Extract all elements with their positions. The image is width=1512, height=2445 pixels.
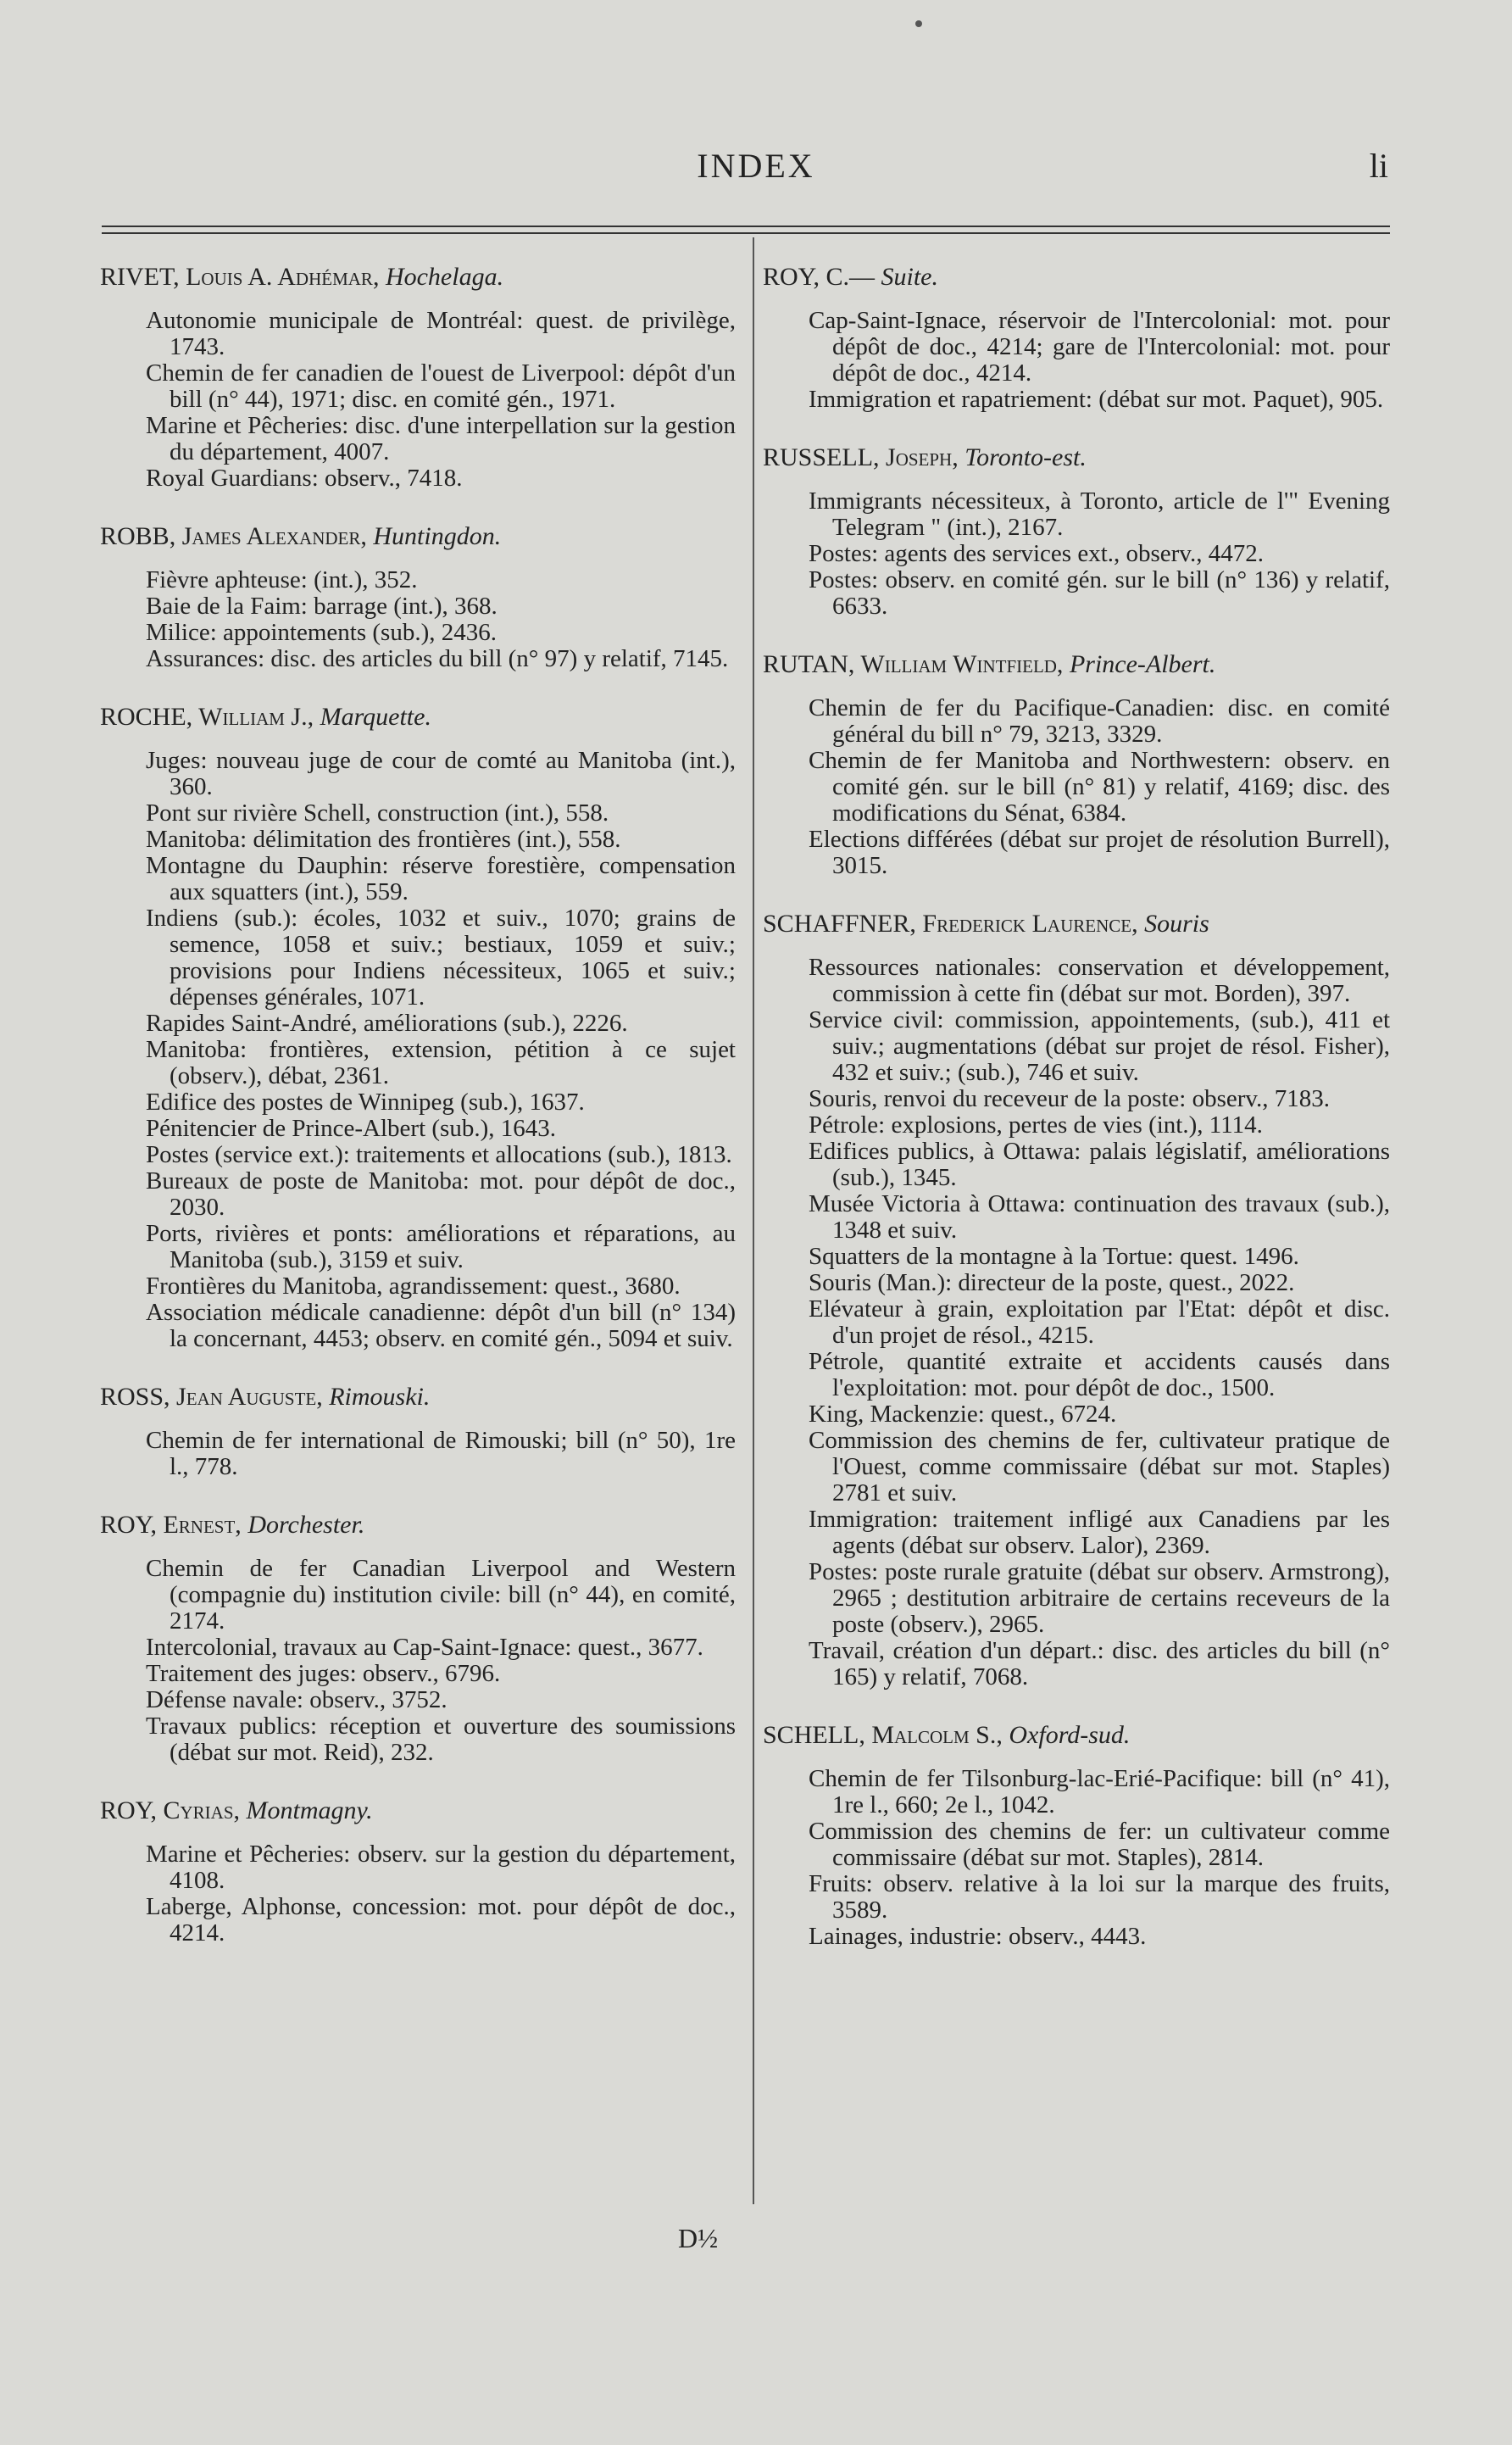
index-entry — [763, 263, 1390, 413]
index-item: Postes: poste rurale gratuite (débat sur observ. Armstrong), 2965 ; destitution arbitraire de certains receveurs de la poste (observ.), 2965. — [809, 1558, 1390, 1638]
member-district: Huntingdon. — [373, 522, 502, 550]
index-entry — [100, 703, 736, 1352]
index-entry — [763, 910, 1390, 1690]
index-item: Intercolonial, travaux au Cap-Saint-Ignace: quest., 3677. — [146, 1634, 703, 1661]
index-item: Commission des chemins de fer: un cultivateur comme commissaire (débat sur mot. Staples), 2814. — [809, 1818, 1390, 1871]
header-rule — [102, 226, 1390, 227]
index-item: Défense navale: observ., 3752. — [146, 1686, 447, 1713]
member-district: Hochelaga. — [385, 263, 504, 291]
index-item: Ressources nationales: conservation et développement, commission à cette fin (débat sur mot. Borden), 397. — [809, 954, 1390, 1007]
index-item: Traitement des juges: observ., 6796. — [146, 1660, 501, 1687]
member-heading — [100, 522, 736, 550]
print-mark — [915, 20, 922, 27]
member-name: RUSSELL, Joseph, — [763, 443, 959, 471]
index-entry — [100, 522, 736, 672]
index-item: Bureaux de poste de Manitoba: mot. pour dépôt de doc., 2030. — [146, 1167, 736, 1221]
index-item: Elévateur à grain, exploitation par l'Etat: dépôt et disc. d'un projet de résol., 4215. — [809, 1295, 1390, 1349]
index-item: Travail, création d'un départ.: disc. des articles du bill (n° 165) y relatif, 7068. — [809, 1637, 1390, 1690]
index-item: Chemin de fer Tilsonburg-lac-Erié-Pacifique: bill (n° 41), 1re l., 660; 2e l., 1042. — [809, 1765, 1390, 1818]
index-item: Edifice des postes de Winnipeg (sub.), 1637. — [146, 1089, 585, 1116]
member-district: Oxford-sud. — [1009, 1721, 1131, 1749]
index-item: Laberge, Alphonse, concession: mot. pour dépôt de doc., 4214. — [146, 1893, 736, 1947]
index-item: King, Mackenzie: quest., 6724. — [809, 1401, 1117, 1428]
member-name: ROSS, Jean Auguste, — [100, 1383, 323, 1411]
index-item: Milice: appointements (sub.), 2436. — [146, 619, 497, 646]
index-item: Fruits: observ. relative à la loi sur la marque des fruits, 3589. — [809, 1870, 1390, 1924]
member-heading — [100, 1796, 736, 1824]
index-item: Pont sur rivière Schell, construction (int.), 558. — [146, 799, 609, 827]
index-item: Postes: observ. en comité gén. sur le bill (n° 136) y relatif, 6633. — [809, 566, 1390, 620]
member-district: Marquette. — [320, 703, 431, 731]
index-item: Postes: agents des services ext., observ., 4472. — [809, 540, 1264, 567]
index-item: Marine et Pêcheries: disc. d'une interpellation sur la gestion du département, 4007. — [146, 412, 736, 465]
member-name: ROY, Cyrias, — [100, 1796, 240, 1824]
member-heading — [763, 650, 1390, 678]
index-item: Assurances: disc. des articles du bill (n° 97) y relatif, 7145. — [146, 645, 729, 672]
index-item: Immigration: traitement infligé aux Canadiens par les agents (débat sur observ. Lalor), 2369. — [809, 1506, 1390, 1559]
signature-mark: D½ — [678, 2223, 719, 2253]
index-item: Manitoba: délimitation des frontières (int.), 558. — [146, 826, 621, 853]
page-number: li — [1369, 147, 1388, 185]
index-item: Fièvre aphteuse: (int.), 352. — [146, 566, 418, 593]
index-item: Montagne du Dauphin: réserve forestière, compensation aux squatters (int.), 559. — [146, 852, 736, 905]
right-column — [763, 263, 1390, 1980]
index-item: Immigrants nécessiteux, à Toronto, article de l'" Evening Telegram " (int.), 2167. — [809, 487, 1390, 541]
index-entry — [100, 263, 736, 492]
index-item: Souris (Man.): directeur de la poste, quest., 2022. — [809, 1269, 1295, 1296]
index-entry — [100, 1796, 736, 1947]
member-heading — [100, 1511, 736, 1539]
left-column — [100, 263, 736, 1977]
index-item: Rapides Saint-André, améliorations (sub.), 2226. — [146, 1010, 628, 1037]
index-item: Marine et Pêcheries: observ. sur la gestion du département, 4108. — [146, 1841, 736, 1894]
index-item: Juges: nouveau juge de cour de comté au Manitoba (int.), 360. — [146, 747, 736, 800]
index-item: Elections différées (débat sur projet de résolution Burrell), 3015. — [809, 826, 1390, 879]
index-item: Ports, rivières et ponts: améliorations et réparations, au Manitoba (sub.), 3159 et suiv. — [146, 1220, 736, 1273]
member-name: ROY, C.— — [763, 263, 875, 291]
index-item: Royal Guardians: observ., 7418. — [146, 465, 463, 492]
index-entry — [100, 1383, 736, 1480]
index-item: Manitoba: frontières, extension, pétition à ce sujet (observ.), débat, 2361. — [146, 1036, 736, 1089]
index-item: Postes (service ext.): traitements et allocations (sub.), 1813. — [146, 1141, 732, 1168]
member-district: Toronto-est. — [964, 443, 1087, 471]
member-name: SCHELL, Malcolm S., — [763, 1721, 1003, 1749]
index-item: Frontières du Manitoba, agrandissement: quest., 3680. — [146, 1273, 681, 1300]
index-item: Association médicale canadienne: dépôt d'un bill (n° 134) la concernant, 4453; observ. en comité gén., 5094 et suiv. — [146, 1299, 736, 1352]
index-item: Commission des chemins de fer, cultivateur pratique de l'Ouest, comme commissaire (débat sur mot. Staples) 2781 et suiv. — [809, 1427, 1390, 1507]
member-district: Souris — [1144, 910, 1209, 938]
member-district: Prince-Albert. — [1069, 650, 1216, 678]
index-item: Autonomie municipale de Montréal: quest. de privilège, 1743. — [146, 307, 736, 360]
index-item: Chemin de fer canadien de l'ouest de Liverpool: dépôt d'un bill (n° 44), 1971; disc. en comité gén., 1971. — [146, 359, 736, 413]
member-heading — [763, 910, 1390, 938]
index-entry — [100, 1511, 736, 1766]
member-district: Suite. — [881, 263, 938, 291]
index-item: Chemin de fer du Pacifique-Canadien: disc. en comité général du bill n° 79, 3213, 3329. — [809, 694, 1390, 748]
index-item: Baie de la Faim: barrage (int.), 368. — [146, 593, 498, 620]
index-item: Edifices publics, à Ottawa: palais législatif, améliorations (sub.), 1345. — [809, 1138, 1390, 1191]
index-item: Travaux publics: réception et ouverture des soumissions (débat sur mot. Reid), 232. — [146, 1713, 736, 1766]
index-item: Immigration et rapatriement: (débat sur mot. Paquet), 905. — [809, 386, 1384, 413]
column-divider — [753, 237, 754, 2204]
index-entry — [763, 443, 1390, 620]
index-item: Cap-Saint-Ignace, réservoir de l'Intercolonial: mot. pour dépôt de doc., 4214; gare de l'Intercolonial: mot. pour dépôt de doc., 4214. — [809, 307, 1390, 387]
page-title: INDEX — [697, 147, 815, 185]
index-item: Pénitencier de Prince-Albert (sub.), 1643. — [146, 1115, 556, 1142]
index-item: Chemin de fer international de Rimouski; bill (n° 50), 1re l., 778. — [146, 1427, 736, 1480]
index-item: Musée Victoria à Ottawa: continuation des travaux (sub.), 1348 et suiv. — [809, 1190, 1390, 1244]
index-item: Pétrole, quantité extraite et accidents causés dans l'exploitation: mot. pour dépôt de doc., 1500. — [809, 1348, 1390, 1401]
index-item: Chemin de fer Canadian Liverpool and Western (compagnie du) institution civile: bill (n° 44), en comité, 2174. — [146, 1555, 736, 1635]
index-entry — [763, 1721, 1390, 1950]
index-item: Souris, renvoi du receveur de la poste: observ., 7183. — [809, 1085, 1331, 1112]
member-name: RIVET, Louis A. Adhémar, — [100, 263, 380, 291]
member-name: RUTAN, William Wintfield, — [763, 650, 1064, 678]
member-name: ROY, Ernest, — [100, 1511, 242, 1539]
member-name: SCHAFFNER, Frederick Laurence, — [763, 910, 1138, 938]
member-name: ROBB, James Alexander, — [100, 522, 367, 550]
member-heading — [763, 443, 1390, 471]
index-item: Indiens (sub.): écoles, 1032 et suiv., 1070; grains de semence, 1058 et suiv.; bestiaux, 1059 et suiv.; provisions pour Indiens nécessiteux, 1065 et suiv.; dépenses générales, 1071. — [146, 905, 736, 1011]
index-item: Squatters de la montagne à la Tortue: quest. 1496. — [809, 1243, 1299, 1270]
member-name: ROCHE, William J., — [100, 703, 314, 731]
index-item: Chemin de fer Manitoba and Northwestern: observ. en comité gén. sur le bill (n° 81) y relatif, 4169; disc. des modifications du Sénat, 6384. — [809, 747, 1390, 827]
index-item: Pétrole: explosions, pertes de vies (int.), 1114. — [809, 1111, 1263, 1139]
member-heading — [100, 263, 736, 291]
member-heading — [100, 1383, 736, 1411]
member-heading — [100, 703, 736, 731]
index-item: Lainages, industrie: observ., 4443. — [809, 1923, 1147, 1950]
member-district: Montmagny. — [246, 1796, 373, 1824]
member-district: Rimouski. — [329, 1383, 431, 1411]
header-rule-double — [102, 232, 1390, 234]
member-district: Dorchester. — [247, 1511, 365, 1539]
index-item: Service civil: commission, appointements, (sub.), 411 et suiv.; augmentations (débat sur projet de résol. Fisher), 432 et suiv.; (sub.), 746 et suiv. — [809, 1006, 1390, 1086]
index-entry — [763, 650, 1390, 879]
member-heading — [763, 1721, 1390, 1749]
member-heading — [763, 263, 1390, 291]
